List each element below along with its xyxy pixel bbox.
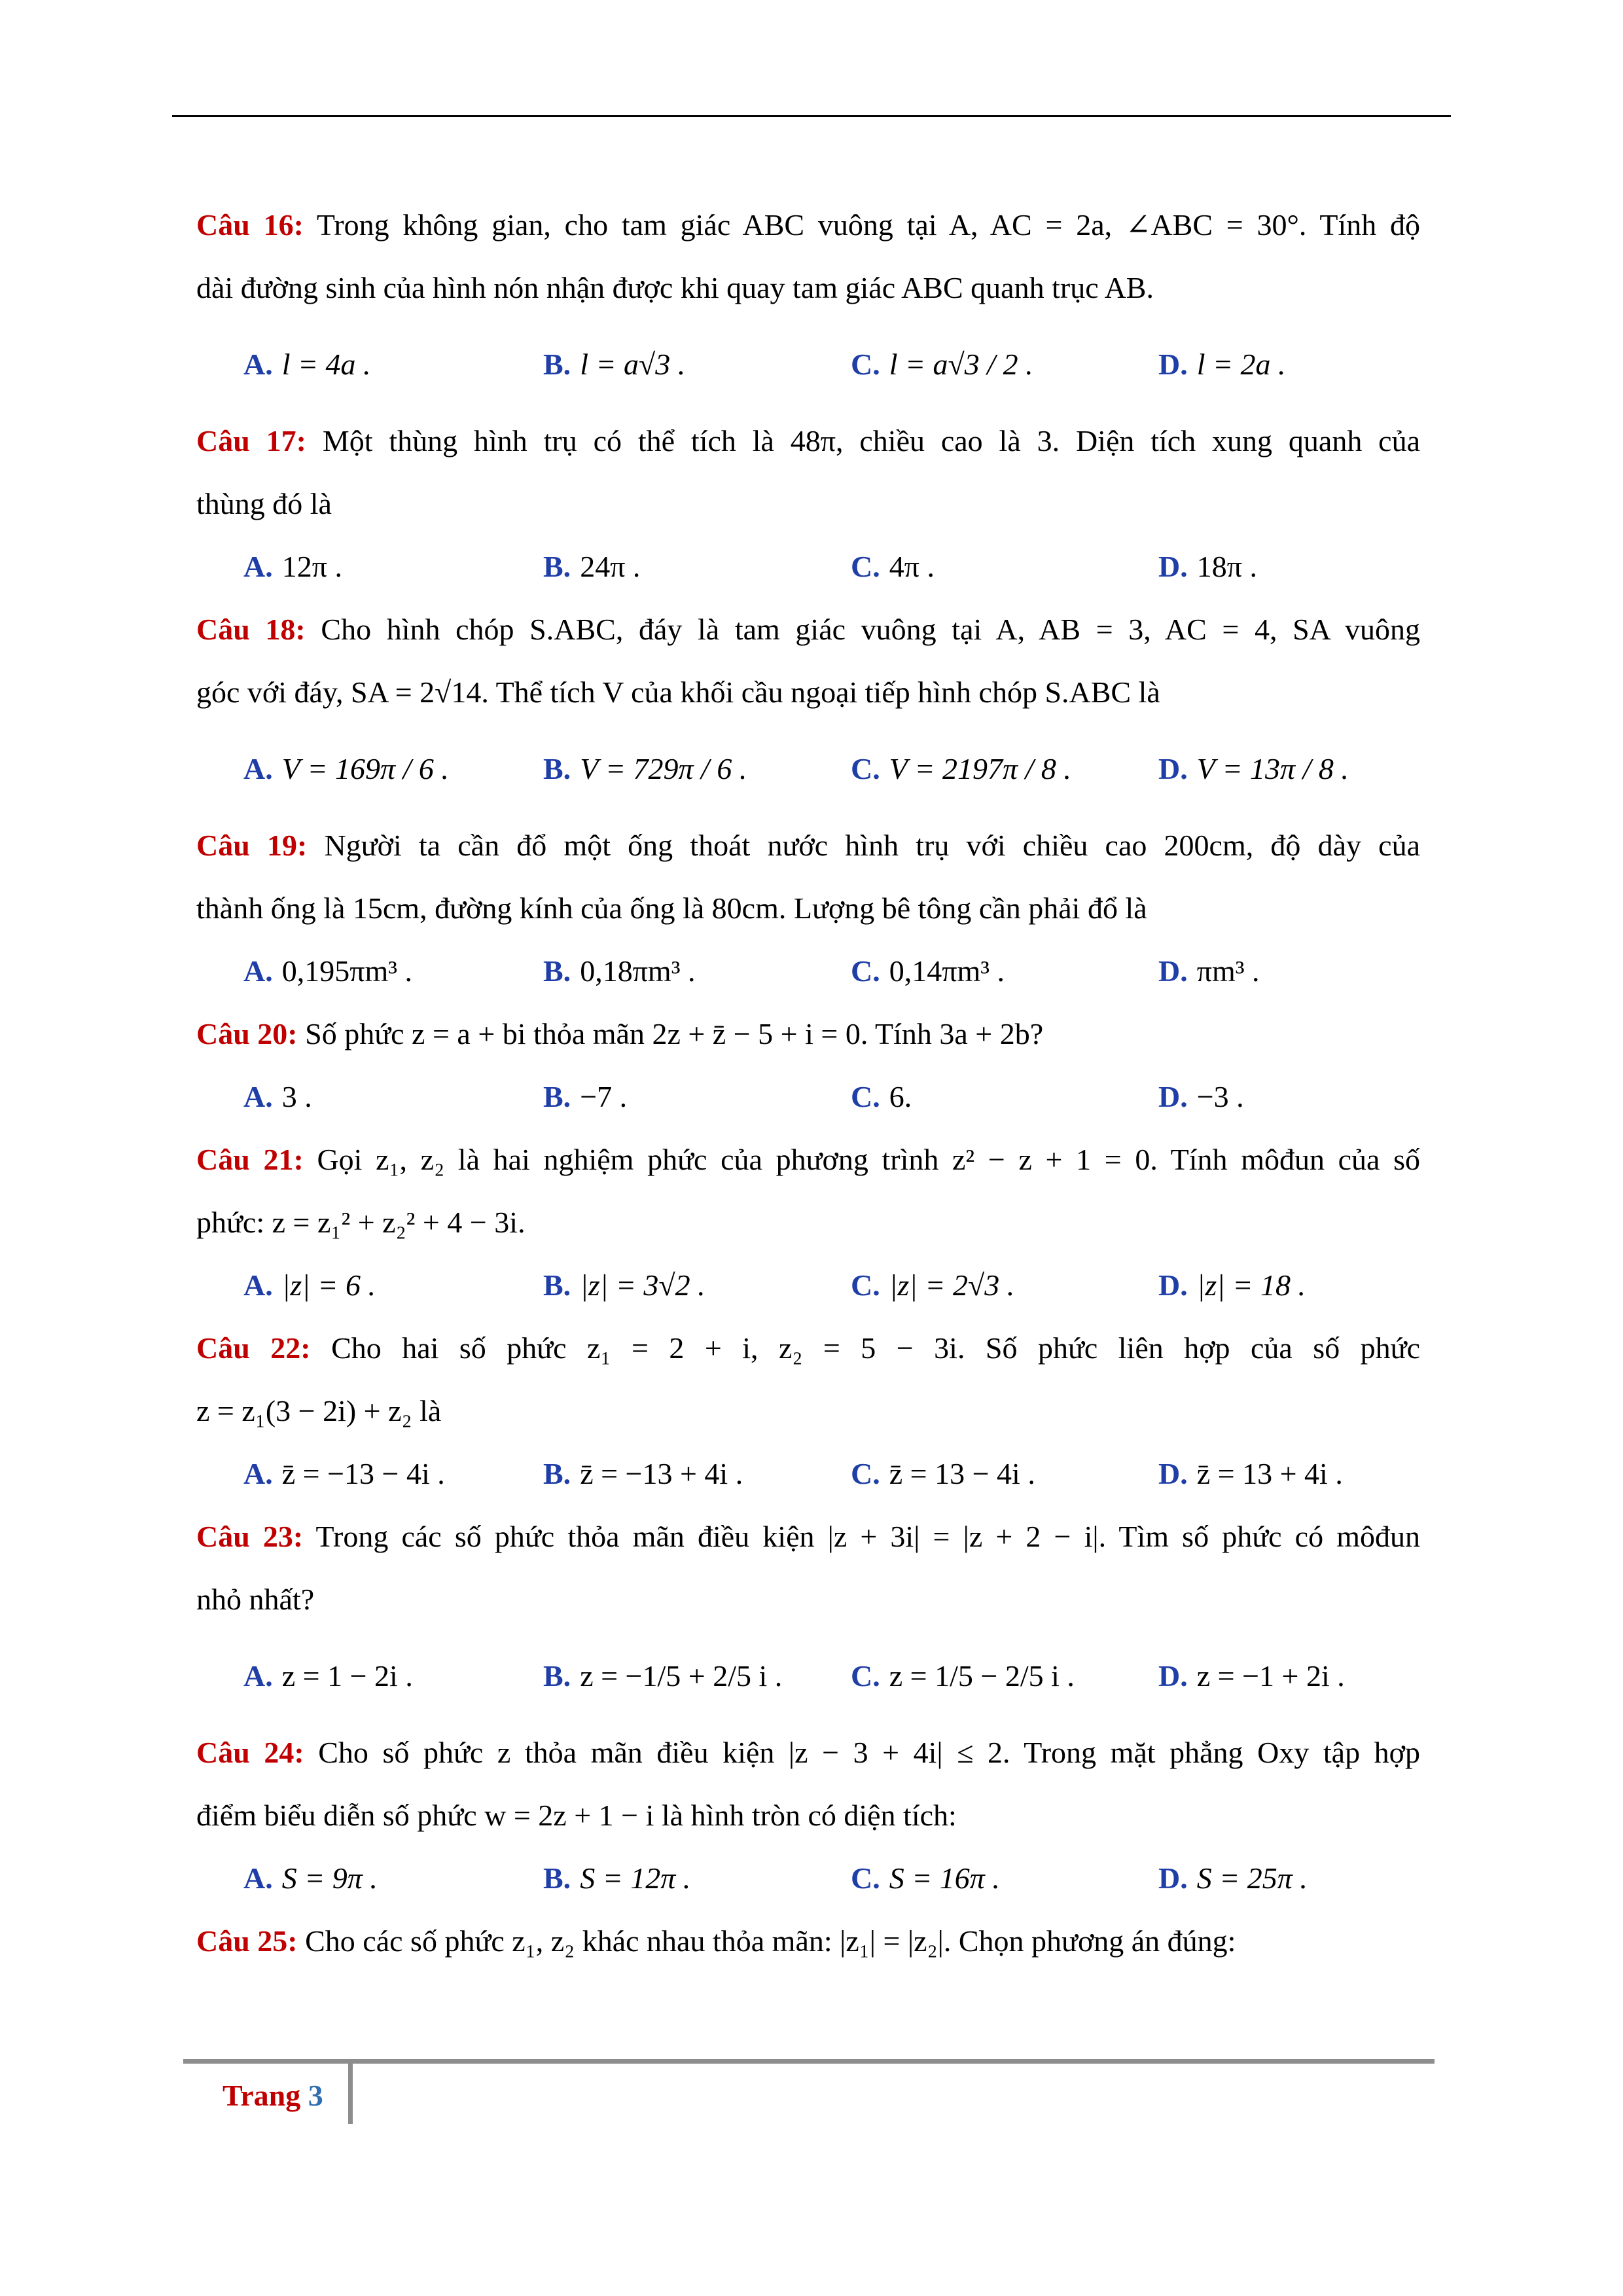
q16-option-c[interactable]: C. l = a√3 / 2 . [851, 348, 1033, 381]
q23-option-d[interactable]: D. z = −1 + 2i . [1158, 1659, 1345, 1693]
question-19-line-1 [196, 814, 1420, 877]
question-16-line-1 [196, 194, 1420, 257]
footer-divider [348, 2064, 353, 2124]
question-23-text-2: nhỏ nhất? [196, 1583, 315, 1616]
question-17-text-1: Một thùng hình trụ có thể tích là 48π, chiều cao là 3. Diện tích xung quanh của [322, 424, 1420, 457]
q20-option-d[interactable]: D. −3 . [1158, 1080, 1244, 1113]
q18-option-a[interactable]: A. V = 169π / 6 . [243, 752, 449, 785]
question-20-line-1 [196, 1003, 1420, 1066]
question-23-text-1: Trong các số phức thỏa mãn điều kiện |z + 3i| = |z + 2 − i|. Tìm số phức có môđun [315, 1520, 1420, 1553]
question-18-line-1 [196, 598, 1420, 661]
question-20-text-1: Số phức z = a + bi thỏa mãn 2z + z̄ − 5 + i = 0. Tính 3a + 2b? [305, 1017, 1044, 1050]
question-21-options [196, 1254, 1420, 1317]
q21-option-d[interactable]: D. |z| = 18 . [1158, 1268, 1306, 1302]
question-17-label: Câu 17: [196, 424, 306, 457]
question-22-line-2 [196, 1380, 1420, 1443]
q19-option-d[interactable]: D. πm³ . [1158, 954, 1260, 988]
question-16-options [196, 319, 1420, 410]
q21-option-a[interactable]: A. |z| = 6 . [243, 1268, 376, 1302]
q19-option-c[interactable]: C. 0,14πm³ . [851, 954, 1005, 988]
footer-page-number: 3 [308, 2079, 323, 2112]
q24-option-c[interactable]: C. S = 16π . [851, 1861, 1000, 1895]
question-21-label: Câu 21: [196, 1143, 304, 1176]
question-17-line-1 [196, 410, 1420, 473]
question-24-label: Câu 24: [196, 1736, 304, 1769]
q22-option-b[interactable]: B. z̄ = −13 + 4i . [543, 1457, 743, 1490]
question-19-label: Câu 19: [196, 829, 308, 862]
question-19-text-1: Người ta cần đổ một ống thoát nước hình trụ với chiều cao 200cm, độ dày của [324, 829, 1420, 862]
question-22-text-2: z = z₁(3 − 2i) + z₂ là [196, 1394, 442, 1427]
question-21-text-1: Gọi z₁, z₂ là hai nghiệm phức của phương trình z² − z + 1 = 0. Tính môđun của số [317, 1143, 1420, 1176]
question-20-label: Câu 20: [196, 1017, 298, 1050]
question-22-text-1: Cho hai số phức z₁ = 2 + i, z₂ = 5 − 3i. Số phức liên hợp của số phức [331, 1331, 1420, 1365]
q24-option-b[interactable]: B. S = 12π . [543, 1861, 691, 1895]
question-24-options [196, 1847, 1420, 1910]
question-21-line-1 [196, 1128, 1420, 1191]
q18-option-b[interactable]: B. V = 729π / 6 . [543, 752, 747, 785]
question-21-line-2 [196, 1191, 1420, 1254]
footer-page-label: Trang [223, 2079, 301, 2112]
q19-option-b[interactable]: B. 0,18πm³ . [543, 954, 696, 988]
question-24-text-1: Cho số phức z thỏa mãn điều kiện |z − 3 + 4i| ≤ 2. Trong mặt phẳng Oxy tập hợp [318, 1736, 1420, 1769]
q17-option-d[interactable]: D. 18π . [1158, 550, 1257, 583]
q16-option-b[interactable]: B. l = a√3 . [543, 348, 686, 381]
footer-rule [183, 2059, 1435, 2064]
question-24-line-1 [196, 1721, 1420, 1784]
q22-option-d[interactable]: D. z̄ = 13 + 4i . [1158, 1457, 1343, 1490]
question-18-line-2 [196, 661, 1420, 724]
question-24-text-2: điểm biểu diễn số phức w = 2z + 1 − i là hình tròn có diện tích: [196, 1799, 957, 1832]
question-22-options [196, 1443, 1420, 1505]
question-18-label: Câu 18: [196, 613, 306, 646]
exam-content [196, 194, 1420, 1973]
question-19-options [196, 940, 1420, 1003]
q23-option-c[interactable]: C. z = 1/5 − 2/5 i . [851, 1659, 1075, 1693]
q18-option-c[interactable]: C. V = 2197π / 8 . [851, 752, 1071, 785]
q16-option-a[interactable]: A. l = 4a . [243, 348, 371, 381]
question-19-line-2 [196, 877, 1420, 940]
question-23-line-1 [196, 1505, 1420, 1568]
question-23-label: Câu 23: [196, 1520, 304, 1553]
question-22-line-1 [196, 1317, 1420, 1380]
q23-option-a[interactable]: A. z = 1 − 2i . [243, 1659, 413, 1693]
question-21-text-2: phức: z = z₁² + z₂² + 4 − 3i. [196, 1206, 526, 1239]
q20-option-c[interactable]: C. 6. [851, 1080, 912, 1113]
q24-option-a[interactable]: A. S = 9π . [243, 1861, 378, 1895]
q20-option-a[interactable]: A. 3 . [243, 1080, 312, 1113]
q19-option-a[interactable]: A. 0,195πm³ . [243, 954, 413, 988]
question-16-text-2: dài đường sinh của hình nón nhận được khi quay tam giác ABC quanh trục AB. [196, 271, 1154, 304]
question-19-text-2: thành ống là 15cm, đường kính của ống là 80cm. Lượng bê tông cần phải đổ là [196, 891, 1147, 925]
question-18-text-2: góc với đáy, SA = 2√14. Thể tích V của khối cầu ngoại tiếp hình chóp S.ABC là [196, 675, 1160, 709]
question-25-label: Câu 25: [196, 1924, 298, 1958]
question-18-options [196, 724, 1420, 814]
question-17-line-2 [196, 473, 1420, 535]
q17-option-b[interactable]: B. 24π . [543, 550, 641, 583]
question-23-options [196, 1631, 1420, 1721]
question-22-label: Câu 22: [196, 1331, 311, 1365]
q22-option-a[interactable]: A. z̄ = −13 − 4i . [243, 1457, 445, 1490]
question-17-text-2: thùng đó là [196, 487, 332, 520]
question-20-options [196, 1066, 1420, 1128]
q24-option-d[interactable]: D. S = 25π . [1158, 1861, 1308, 1895]
question-23-line-2 [196, 1568, 1420, 1631]
q17-option-c[interactable]: C. 4π . [851, 550, 935, 583]
question-16-line-2 [196, 257, 1420, 319]
q17-option-a[interactable]: A. 12π . [243, 550, 342, 583]
question-18-text-1: Cho hình chóp S.ABC, đáy là tam giác vuông tại A, AB = 3, AC = 4, SA vuông [321, 613, 1420, 646]
q21-option-c[interactable]: C. |z| = 2√3 . [851, 1268, 1015, 1302]
q21-option-b[interactable]: B. |z| = 3√2 . [543, 1268, 705, 1302]
question-25-text-1: Cho các số phức z₁, z₂ khác nhau thỏa mãn: |z₁| = |z₂|. Chọn phương án đúng: [305, 1924, 1236, 1958]
q20-option-b[interactable]: B. −7 . [543, 1080, 628, 1113]
q23-option-b[interactable]: B. z = −1/5 + 2/5 i . [543, 1659, 783, 1693]
q16-option-d[interactable]: D. l = 2a . [1158, 348, 1286, 381]
page-footer [223, 2070, 323, 2122]
q22-option-c[interactable]: C. z̄ = 13 − 4i . [851, 1457, 1035, 1490]
q18-option-d[interactable]: D. V = 13π / 8 . [1158, 752, 1349, 785]
question-16-text-1: Trong không gian, cho tam giác ABC vuông tại A, AC = 2a, ∠ABC = 30°. Tính độ [316, 208, 1420, 242]
question-24-line-2 [196, 1784, 1420, 1847]
question-17-options [196, 535, 1420, 598]
question-16-label: Câu 16: [196, 208, 304, 242]
question-25-line-1 [196, 1910, 1420, 1973]
header-rule [172, 115, 1451, 117]
